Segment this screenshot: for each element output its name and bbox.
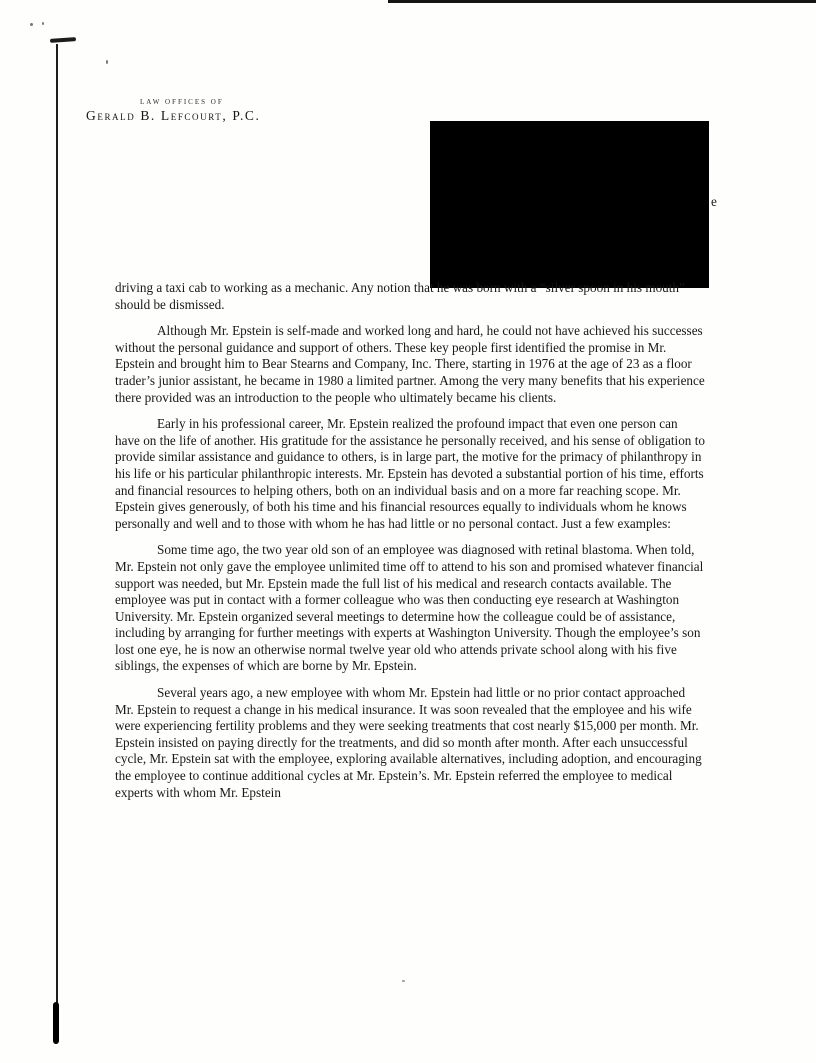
letterhead-office-line: LAW OFFICES OF <box>140 98 224 106</box>
scan-speck <box>42 22 44 25</box>
paragraph: Several years ago, a new employee with whom Mr. Epstein had little or no prior contact approached Mr. Epstein to request a change in his medical insurance. It was soon revealed that the employee and his wife were experiencing fertility problems and they were seeking treatments that cost nearly $15,000 per month. Mr. Epstein insisted on paying directly for the treatments, and did so month after month. After each unsuccessful cycle, Mr. Epstein sat with the employee, exploring available alternatives, including adoption, and encouraging the employee to continue additional cycles at Mr. Epstein’s. Mr. Epstein referred the employee to medical experts with whom Mr. Epstein <box>115 685 702 800</box>
paragraph-continuation: driving a taxi cab to working as a mechanic. Any notion that he was born with a “silver spoon in his mouth” should be dismissed. <box>115 280 685 312</box>
letter-body <box>115 280 705 811</box>
paragraph: Some time ago, the two year old son of an employee was diagnosed with retinal blastoma. When told, Mr. Epstein not only gave the employee unlimited time off to attend to his son and promised whatever financial support was needed, but Mr. Epstein made the full list of his medical and research contacts available. The employee was put in contact with a former colleague who was then conducting eye research at Washington University. Mr. Epstein organized several meetings to determine how the colleague could be of assistance, including by arranging for further meetings with experts at Washington University. Though the employee’s son lost one eye, he is now an otherwise normal twelve year old who attends private school along with his five siblings, the expenses of which are borne by Mr. Epstein. <box>115 542 704 674</box>
scan-speck <box>402 980 405 982</box>
scan-artifact-binding-hook <box>50 37 76 43</box>
redaction-box <box>430 121 709 288</box>
redaction-visible-character: e <box>711 194 717 209</box>
scan-artifact-top-edge <box>388 0 816 3</box>
letterhead-firm-name: Gerald B. Lefcourt, P.C. <box>86 108 261 123</box>
letterhead <box>86 98 261 124</box>
scan-speck <box>106 60 108 64</box>
paragraph: Early in his professional career, Mr. Epstein realized the profound impact that even one person can have on the life of another. His gratitude for the assistance he personally received, and his sense of obligation to provide similar assistance and guidance to others, is in large part, the motive for the primacy of philanthropy in his life or his particular philanthropic interests. Mr. Epstein has devoted a substantial portion of his time, efforts and financial resources to helping others, both on an individual basis and on a more far reaching scope. Mr. Epstein gives generously, of both his time and his financial resources equally to individuals whom he knows personally and well and to those with whom he has had little or no personal contact. Just a few examples: <box>115 416 705 531</box>
scan-artifact-left-binding-line <box>56 44 58 1040</box>
scan-artifact-bottom-blob <box>53 1002 59 1044</box>
scan-speck <box>30 23 33 26</box>
paragraph: Although Mr. Epstein is self-made and worked long and hard, he could not have achieved his successes without the personal guidance and support of others. These key people first identified the promise in Mr. Epstein and brought him to Bear Stearns and Company, Inc. There, starting in 1976 at the age of 23 as a floor trader’s junior assistant, he became in 1980 a limited partner. Among the very many benefits that his experience there provided was an introduction to the people who ultimately became his clients. <box>115 323 705 405</box>
